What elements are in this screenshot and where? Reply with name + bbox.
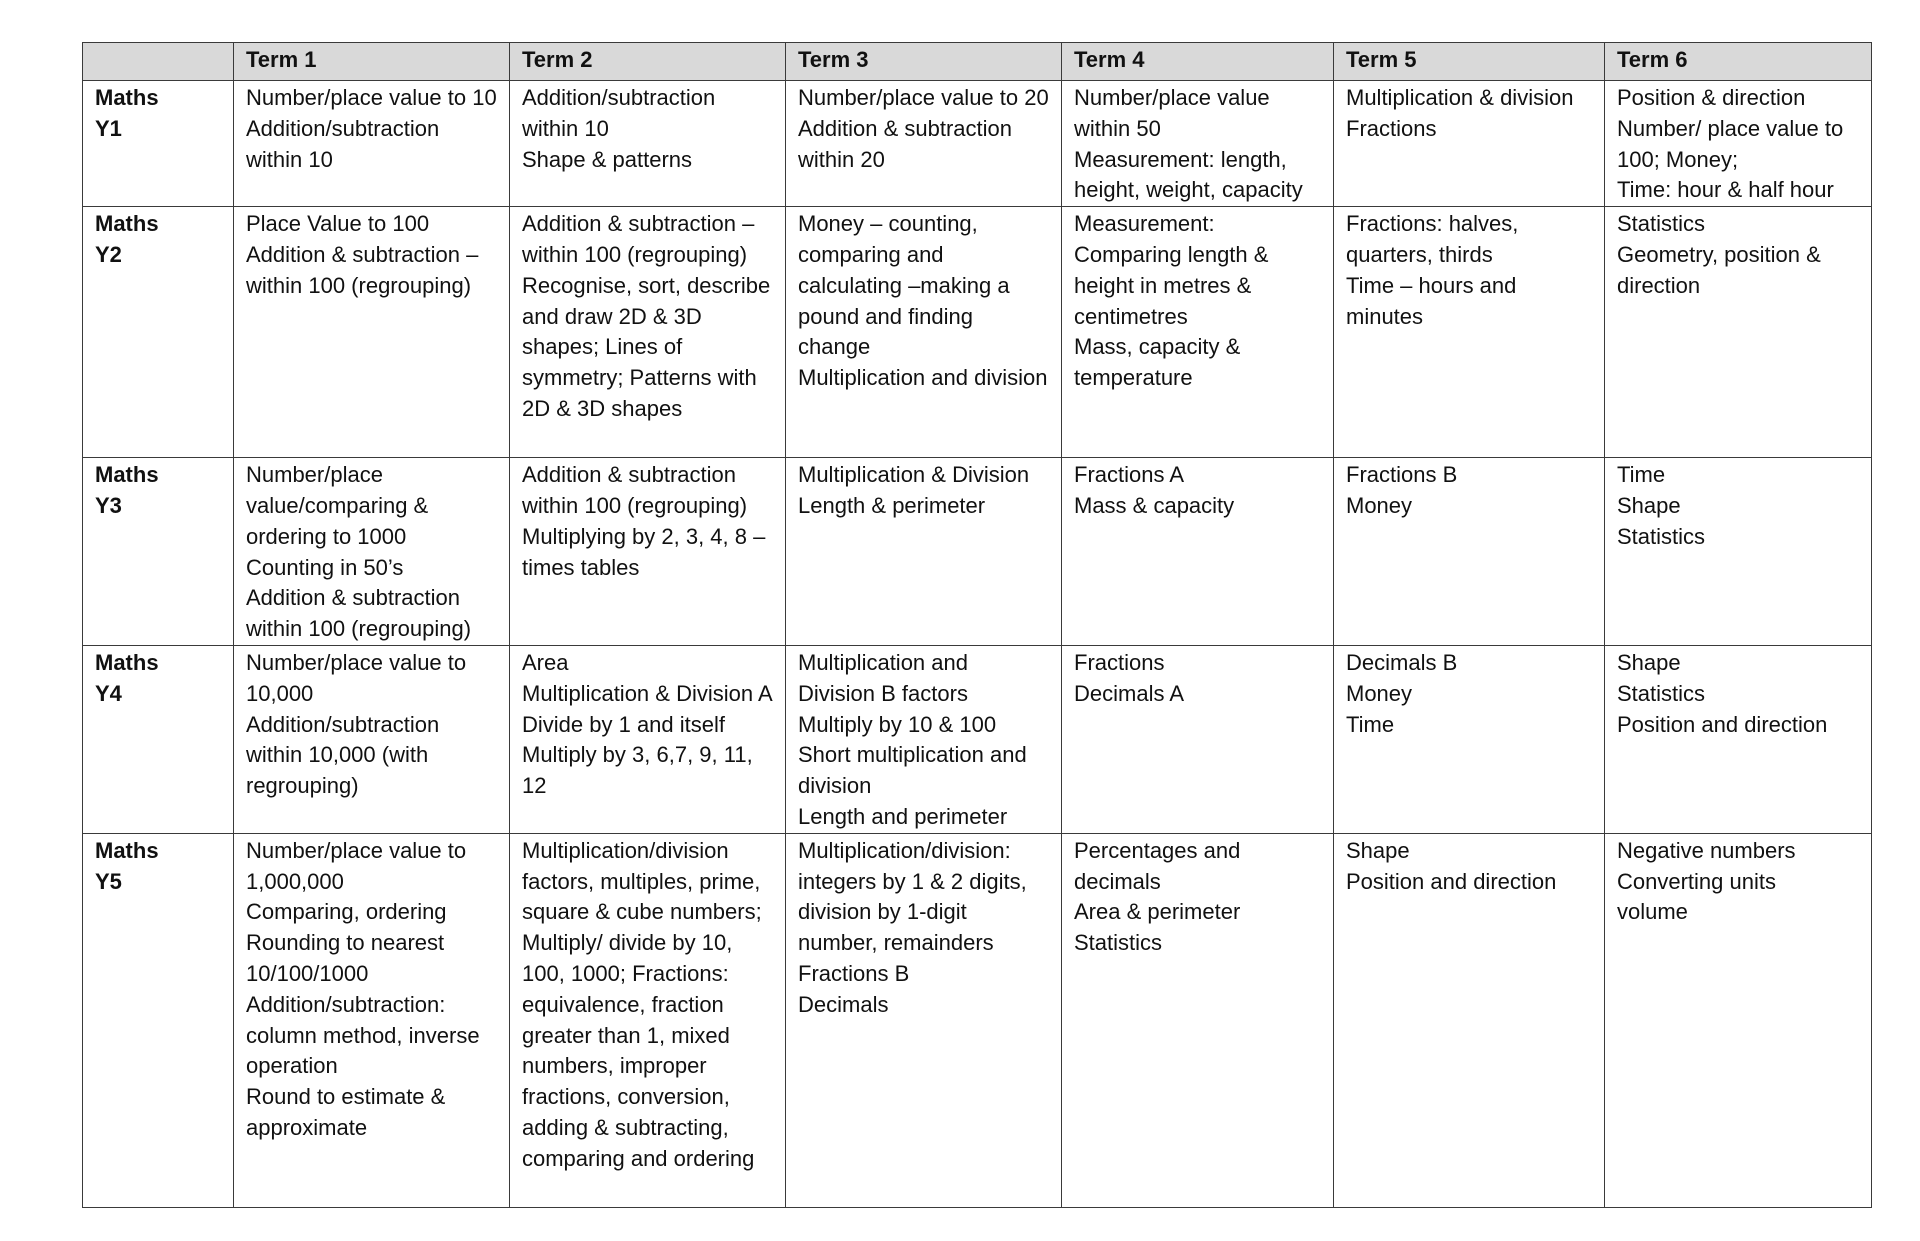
topic-line: Statistics <box>1074 930 1163 956</box>
topic-line: Recognise, sort, describe and draw 2D & 3D shapes; Lines of symmetry; Patterns with 2D & 3D shapes <box>522 272 771 421</box>
term-6-cell <box>1605 458 1872 646</box>
topic-line: Money <box>1346 680 1413 706</box>
term-1-cell <box>234 833 510 1207</box>
term-5-cell <box>1334 833 1605 1207</box>
term-1-cell <box>234 207 510 458</box>
topic-line: Multiplication & Division A <box>522 680 773 706</box>
topic-line: Fractions: halves, quarters, thirds <box>1346 211 1519 267</box>
topic-line: Addition/subtraction within 10 <box>246 115 440 172</box>
term-3-cell <box>786 81 1062 207</box>
table-row <box>83 833 1872 1207</box>
topic-line: Rounding to nearest 10/100/1000 <box>246 930 445 986</box>
term-2-header: Term 2 <box>510 43 786 81</box>
topic-line: Converting units <box>1617 868 1776 894</box>
topic-line: Fractions <box>1346 115 1437 141</box>
topic-line: Multiplying by 2, 3, 4, 8 – times tables <box>522 523 766 580</box>
topic-line: Position and direction <box>1617 711 1828 737</box>
topic-line: Multiply by 10 & 100 <box>798 711 997 737</box>
corner-cell <box>83 43 234 81</box>
term-5-cell <box>1334 645 1605 833</box>
row-label-line: Maths <box>95 837 159 863</box>
topic-line: Addition & subtraction – within 100 (regrouping) <box>246 241 479 298</box>
table-body <box>83 81 1872 1208</box>
topic-line: Comparing, ordering <box>246 899 447 925</box>
topic-line: Area <box>522 649 569 675</box>
row-label-line: Y5 <box>95 868 122 894</box>
table-row <box>83 81 1872 207</box>
term-4-cell <box>1062 645 1334 833</box>
topic-line: Time – hours and minutes <box>1346 272 1517 329</box>
term-1-cell <box>234 645 510 833</box>
topic-line: Addition/subtraction within 10 <box>522 85 716 141</box>
term-3-header: Term 3 <box>786 43 1062 81</box>
topic-line: Addition & subtraction within 100 (regrouping) <box>522 462 748 518</box>
topic-line: Statistics <box>1617 211 1706 237</box>
topic-line: Round to estimate & approximate <box>246 1084 446 1140</box>
topic-line: Measurement: length, height, weight, capacity <box>1074 146 1303 203</box>
term-3-cell <box>786 645 1062 833</box>
term-5-header: Term 5 <box>1334 43 1605 81</box>
topic-line: Number/place value within 50 <box>1074 85 1270 141</box>
curriculum-table <box>82 42 1872 1208</box>
row-label <box>83 833 234 1207</box>
topic-line: Shape <box>1617 649 1681 675</box>
topic-line: Decimals A <box>1074 680 1185 706</box>
topic-line: Multiply by 3, 6,7, 9, 11, 12 <box>522 742 753 799</box>
topic-line: Area & perimeter <box>1074 899 1241 925</box>
topic-line: Length and perimeter <box>798 803 1008 829</box>
term-5-cell <box>1334 458 1605 646</box>
topic-line: Number/place value to 10 <box>246 85 497 110</box>
topic-line: Addition & subtraction within 20 <box>798 115 1013 172</box>
topic-line: Multiplication and division <box>798 365 1048 391</box>
topic-line: Fractions <box>1074 649 1165 675</box>
topic-line: Geometry, position & direction <box>1617 241 1821 298</box>
topic-line: Percentages and decimals <box>1074 837 1241 894</box>
topic-line: Fractions A <box>1074 462 1185 488</box>
topic-line: Statistics <box>1617 680 1706 706</box>
topic-line: Shape <box>1346 837 1410 863</box>
topic-line: Number/place value to 10,000 <box>246 649 467 706</box>
topic-line: Addition & subtraction – within 100 (regrouping) <box>522 211 755 267</box>
term-2-cell <box>510 458 786 646</box>
topic-line: Divide by 1 and itself <box>522 711 725 737</box>
row-label <box>83 207 234 458</box>
row-label-line: Maths <box>95 649 159 675</box>
topic-line: Fractions B <box>1346 462 1458 488</box>
term-1-cell <box>234 458 510 646</box>
term-6-cell <box>1605 645 1872 833</box>
topic-line: Mass, capacity & temperature <box>1074 334 1241 391</box>
topic-line: Money – counting, comparing and calculating –making a pound and finding change <box>798 211 1010 360</box>
topic-line: Multiplication/division factors, multiples, prime, square & cube numbers; Multiply/ divide by 10, 100, 1000; Fractions: equivalence, fraction greater than 1, mixed numbers, improper fractions, conversion, adding & subtracting, comparing and ordering <box>522 837 762 1171</box>
term-6-header: Term 6 <box>1605 43 1872 81</box>
term-4-cell <box>1062 81 1334 207</box>
topic-line: Number/place value to 20 <box>798 85 1049 110</box>
term-4-header: Term 4 <box>1062 43 1334 81</box>
topic-line: Multiplication & Division <box>798 462 1030 488</box>
topic-line: Fractions B <box>798 960 910 986</box>
topic-line: Statistics <box>1617 523 1706 549</box>
topic-line: Number/place value to 1,000,000 <box>246 837 467 894</box>
topic-line: Short multiplication and division <box>798 742 1027 799</box>
topic-line: Mass & capacity <box>1074 492 1235 518</box>
topic-line: Multiplication and Division B factors <box>798 649 968 706</box>
topic-line: Addition & subtraction within 100 (regrouping) <box>246 585 472 642</box>
row-label-line: Y4 <box>95 680 122 706</box>
row-label-line: Y3 <box>95 492 122 518</box>
topic-line: volume <box>1617 899 1688 925</box>
topic-line: Number/place value/comparing & ordering to 1000 <box>246 462 429 549</box>
topic-line: Multiplication/division: integers by 1 & 2 digits, division by 1-digit number, remainders <box>798 837 1027 956</box>
table-row <box>83 207 1872 458</box>
topic-line: Time: hour & half hour <box>1617 177 1834 203</box>
term-2-cell <box>510 207 786 458</box>
topic-line: Negative numbers <box>1617 837 1796 863</box>
table-row <box>83 645 1872 833</box>
topic-line: Addition/subtraction: column method, inverse operation <box>246 991 480 1079</box>
term-5-cell <box>1334 207 1605 458</box>
term-3-cell <box>786 458 1062 646</box>
term-4-cell <box>1062 458 1334 646</box>
row-label <box>83 645 234 833</box>
term-3-cell <box>786 833 1062 1207</box>
term-3-cell <box>786 207 1062 458</box>
row-label-line: Maths <box>95 85 159 110</box>
row-label-line: Y1 <box>95 115 122 141</box>
row-label <box>83 458 234 646</box>
term-1-header: Term 1 <box>234 43 510 81</box>
topic-line: Length & perimeter <box>798 492 986 518</box>
term-2-cell <box>510 833 786 1207</box>
topic-line: Counting in 50’s <box>246 554 404 580</box>
topic-line: Decimals <box>798 991 889 1017</box>
row-label-line: Y2 <box>95 241 122 267</box>
term-5-cell <box>1334 81 1605 207</box>
term-1-cell <box>234 81 510 207</box>
topic-line: Shape & patterns <box>522 146 693 172</box>
topic-line: Measurement: Comparing length & height in metres & centimetres <box>1074 211 1269 329</box>
topic-line: Time <box>1346 711 1395 737</box>
term-2-cell <box>510 645 786 833</box>
term-6-cell <box>1605 81 1872 207</box>
term-6-cell <box>1605 207 1872 458</box>
row-label-line: Maths <box>95 462 159 488</box>
row-label-line: Maths <box>95 211 159 237</box>
topic-line: Number/ place value to 100; Money; <box>1617 115 1844 172</box>
topic-line: Position & direction <box>1617 85 1806 110</box>
header-row <box>83 43 1872 81</box>
table-row <box>83 458 1872 646</box>
row-label <box>83 81 234 207</box>
term-2-cell <box>510 81 786 207</box>
topic-line: Shape <box>1617 492 1681 518</box>
topic-line: Addition/subtraction within 10,000 (with regrouping) <box>246 711 440 799</box>
term-4-cell <box>1062 207 1334 458</box>
topic-line: Money <box>1346 492 1413 518</box>
topic-line: Time <box>1617 462 1666 488</box>
term-6-cell <box>1605 833 1872 1207</box>
topic-line: Position and direction <box>1346 868 1557 894</box>
topic-line: Place Value to 100 <box>246 211 430 237</box>
term-4-cell <box>1062 833 1334 1207</box>
topic-line: Multiplication & division <box>1346 85 1574 110</box>
topic-line: Decimals B <box>1346 649 1458 675</box>
